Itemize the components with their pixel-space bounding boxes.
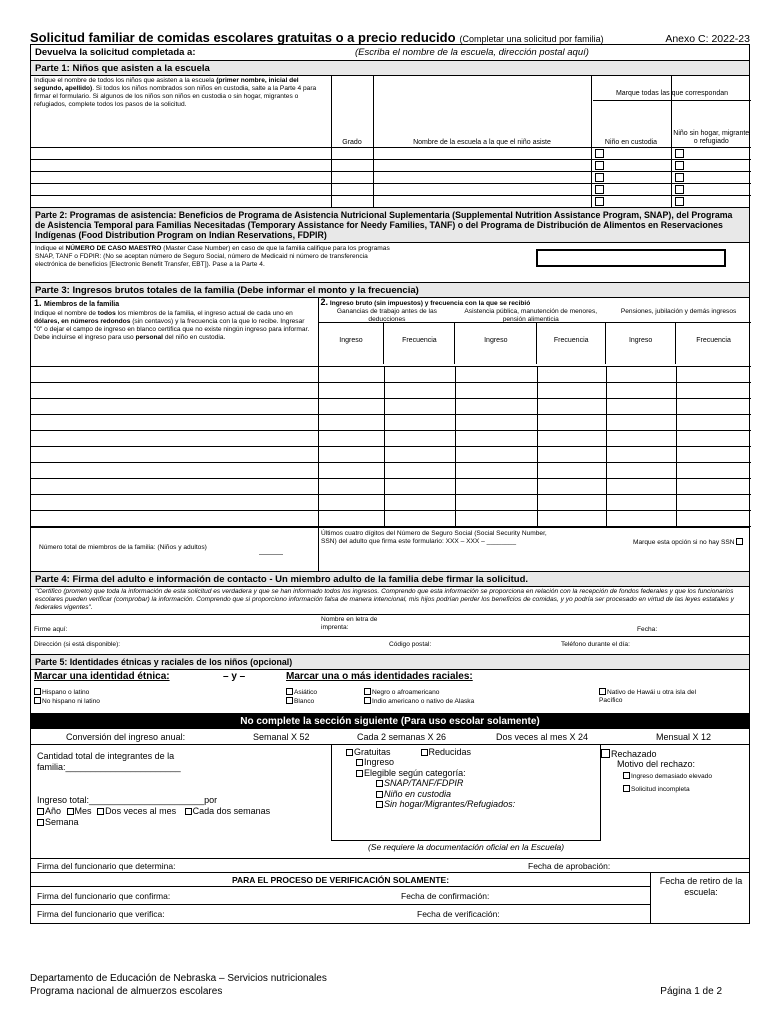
return-label: Devuelva la solicitud completada a: bbox=[35, 47, 196, 58]
ethnic-heading: Marcar una identidad étnica: bbox=[34, 670, 170, 682]
col-frequency: Frecuencia bbox=[384, 323, 455, 364]
address-label: Dirección (si está disponible): bbox=[34, 640, 121, 648]
eligibility-box: Gratuitas Reducidas Ingreso Elegible según categoría: SNAP/TANF/FDPIR Niño en custodia Sin hogar/Migrantes/Refugiados: bbox=[331, 745, 601, 841]
part2-title: Parte 2: Programas de asistencia: Beneficios de Programa de Asistencia Nutricional Suplementaria (Supplemental Nutrition Assistance Program, SNAP), del Programa de Asistencia Temporal para Familias Necesitadas (Temporary Assistance for Needy Families, TANF) o del Programa de Distribución de Alimentos en Reservaciones Indígenas (Food Distribution Program on Indian Reservations, FDPIR) bbox=[31, 208, 749, 243]
col-income: Ingreso bbox=[606, 323, 676, 364]
foster-checkbox[interactable] bbox=[595, 161, 604, 170]
mark-all-label: Marque todas las que correspondan bbox=[593, 90, 751, 101]
option-black[interactable]: Negro o afroamericano bbox=[364, 688, 474, 697]
application-page bbox=[30, 30, 750, 924]
homeless-checkbox[interactable] bbox=[675, 173, 684, 182]
member-row[interactable] bbox=[31, 430, 751, 446]
member-row[interactable] bbox=[31, 382, 751, 398]
child-row[interactable] bbox=[31, 195, 751, 207]
no-ssn-option[interactable]: Marque esta opción si no hay SSN bbox=[633, 538, 745, 547]
homeless-checkbox[interactable] bbox=[675, 161, 684, 170]
sign-label: Firme aquí: bbox=[34, 625, 68, 633]
part1-instructions: Indique el nombre de todos los niños que asisten a la escuela (primer nombre, inicial del segundo, apellido). Si todos los niños nombrados son niños en custodia, salte a la Parte 4 para firmar el formulario. Si algunos de los niños son niños en custodia o sin hogar, migrantes o refugiados, complete todos los pasos de la solicitud. bbox=[31, 76, 331, 147]
contact-row[interactable] bbox=[31, 637, 749, 655]
application-form bbox=[30, 44, 750, 924]
phone-label: Teléfono durante el día: bbox=[561, 640, 630, 648]
col-frequency: Frecuencia bbox=[696, 337, 731, 344]
no-ssn-checkbox[interactable] bbox=[736, 538, 743, 545]
determining-official-row[interactable] bbox=[31, 859, 749, 873]
signature-row[interactable] bbox=[31, 615, 749, 637]
conversion-label: Conversión del ingreso anual: bbox=[66, 731, 186, 742]
homeless-checkbox[interactable] bbox=[675, 149, 684, 158]
homeless-checkbox[interactable] bbox=[675, 197, 684, 206]
denied-box: Rechazado Motivo del rechazo: Ingreso demasiado elevado Solicitud incompleta bbox=[601, 749, 751, 794]
option-non-hispanic[interactable]: No hispano ni latino bbox=[34, 697, 100, 706]
foster-checkbox[interactable] bbox=[595, 149, 604, 158]
part3-col1-instructions: 1. Miembros de la familia Indique el nombre de todos los miembros de la familia, el ingreso actual de cada uno en dólares, en números redondos (sin centavos) y la frecuencia con la que lo recibe. Ingresar "0" o dejar el campo de ingreso en blanco certifica que no existe ningún ingreso para informar. Debe incluirse el ingreso para uso personal del niño en custodia. bbox=[31, 298, 318, 366]
conversion-row bbox=[31, 729, 749, 745]
footer-department: Departamento de Educación de Nebraska – Servicios nutricionales bbox=[30, 973, 327, 984]
total-members-input[interactable] bbox=[259, 554, 283, 555]
col-foster: Niño en custodia bbox=[591, 76, 671, 147]
part2-body bbox=[31, 243, 749, 283]
page-footer bbox=[30, 972, 750, 998]
and-separator: – y – bbox=[223, 670, 246, 682]
certification-text: "Certifico (prometo) que toda la información de esta solicitud es verdadera y que se han informado todos los ingresos. Comprendo que esta información se proporciona en relación con la recepción de fondos federales y que los funcionarios escolares pueden verificar (comprobar) la información. Comprendo que si proporciono información falsa de manera intencional, mis hijos podrían perder los beneficios de comidas, y yo podría ser procesado en virtud de las leyes estatales y federales vigentes". bbox=[31, 587, 749, 615]
biweekly-factor: Cada 2 semanas X 26 bbox=[357, 731, 447, 742]
footer-program: Programa nacional de almuerzos escolares bbox=[30, 986, 223, 997]
member-row[interactable] bbox=[31, 478, 751, 494]
foster-checkbox[interactable] bbox=[595, 173, 604, 182]
part4-title: Parte 4: Firma del adulto e información de contacto - Un miembro adulto de la familia debe firmar la solicitud. bbox=[31, 572, 749, 587]
form-title: Solicitud familiar de comidas escolares gratuitas o a precio reducido bbox=[30, 30, 456, 45]
verification-date-label: Fecha de verificación: bbox=[417, 908, 500, 919]
group-earnings: Ganancias de trabajo antes de las deducciones bbox=[336, 308, 437, 323]
return-hint: (Escriba el nombre de la escuela, dirección postal aquí) bbox=[355, 47, 589, 58]
form-subtitle: (Completar una solicitud por familia) bbox=[459, 34, 604, 44]
child-row[interactable] bbox=[31, 147, 751, 159]
col-frequency: Frecuencia bbox=[537, 323, 606, 364]
official-confirms-label: Firma del funcionario que confirma: bbox=[37, 890, 171, 901]
part3-col2: 2. Ingreso bruto (sin impuestos) y frecuencia con la que se recibió Ganancias de trabajo antes de las deducciones Asistencia pública, manutención de menores, pensión alimenticia Pensiones, jubilación y demás ingresos Ingreso Frecuencia Ingreso Frecuencia Ingreso Frecuencia bbox=[318, 298, 751, 366]
page-number: Página 1 de 2 bbox=[660, 986, 722, 997]
race-options-a bbox=[286, 688, 317, 706]
twice-monthly-factor: Dos veces al mes X 24 bbox=[496, 731, 589, 742]
official-verifies-label: Firma del funcionario que verifica: bbox=[37, 908, 165, 919]
income-period: Ingreso total:_______________________por Año Mes Dos veces al mes Cada dos semanas Semana bbox=[37, 794, 271, 827]
racial-heading: Marcar una o más identidades raciales: bbox=[286, 670, 473, 682]
homeless-checkbox[interactable] bbox=[675, 185, 684, 194]
total-members-school: Cantidad total de integrantes de la familia:_______________________ bbox=[37, 750, 181, 772]
date-label: Fecha: bbox=[637, 625, 658, 633]
verify-row[interactable] bbox=[31, 905, 651, 923]
ethnic-options bbox=[34, 688, 100, 706]
case-number-input[interactable] bbox=[536, 249, 726, 267]
official-determines-label: Firma del funcionario que determina: bbox=[37, 860, 176, 871]
foster-checkbox[interactable] bbox=[595, 185, 604, 194]
col-grade: Grado bbox=[331, 76, 373, 147]
member-row[interactable] bbox=[31, 446, 751, 462]
header bbox=[30, 30, 750, 44]
approval-date-label: Fecha de aprobación: bbox=[528, 860, 611, 871]
part3-table bbox=[31, 298, 749, 528]
determination-area bbox=[31, 745, 749, 859]
group-assistance: Asistencia pública, manutención de menores, pensión alimenticia bbox=[464, 308, 598, 323]
col-school: Nombre de la escuela a la que el niño asiste bbox=[373, 76, 591, 147]
monthly-factor: Mensual X 12 bbox=[656, 731, 712, 742]
option-hispanic[interactable]: Hispano o latino bbox=[34, 688, 100, 697]
part3-title: Parte 3: Ingresos brutos totales de la familia (Debe informar el monto y la frecuencia) bbox=[31, 283, 749, 298]
race-options-b bbox=[364, 688, 474, 706]
total-members-label: Número total de miembros de la familia: (Niños y adultos) bbox=[39, 543, 207, 551]
weekly-factor: Semanal X 52 bbox=[253, 731, 310, 742]
part2-instructions: Indique el NÚMERO DE CASO MAESTRO (Master Case Number) en caso de que la familia califique para los programas SNAP, TANF o FDPIR: (No se aceptan número de Seguro Social, número de Medicaid ni número de transferencia electrónica de beneficios [Electronic Benefit Transfer, EBT]). Pase a la Parte 4. bbox=[35, 245, 390, 268]
part5-body bbox=[31, 670, 749, 714]
col-income: Ingreso bbox=[455, 323, 537, 364]
foster-checkbox[interactable] bbox=[595, 197, 604, 206]
zip-label: Código postal: bbox=[389, 640, 432, 648]
group-pensions: Pensiones, jubilación y demás ingresos bbox=[620, 308, 737, 315]
option-hawaiian[interactable]: Nativo de Hawái u otra isla del Pacífico bbox=[599, 688, 697, 704]
member-row[interactable] bbox=[31, 414, 751, 430]
part1-table bbox=[31, 76, 749, 208]
member-row[interactable] bbox=[31, 462, 751, 478]
member-row[interactable] bbox=[31, 366, 751, 382]
print-name-label: Nombre en letra de imprenta: bbox=[321, 615, 378, 631]
confirmation-date-label: Fecha de confirmación: bbox=[401, 890, 490, 901]
option-native[interactable]: Indio americano o nativo de Alaska bbox=[364, 697, 474, 706]
member-row[interactable] bbox=[31, 510, 751, 526]
member-row[interactable] bbox=[31, 494, 751, 510]
child-row[interactable] bbox=[31, 183, 751, 195]
verification-area bbox=[31, 873, 749, 923]
school-use-banner: No complete la sección siguiente (Para uso escolar solamente) bbox=[31, 714, 749, 729]
return-row[interactable] bbox=[31, 45, 749, 61]
child-row[interactable] bbox=[31, 171, 751, 183]
member-row[interactable] bbox=[31, 398, 751, 414]
confirm-row[interactable] bbox=[31, 887, 651, 905]
ssn-label: Últimos cuatro dígitos del Número de Seguro Social (Social Security Number, SSN) del adulto que firma este formulario: XXX – XXX – ________ bbox=[321, 529, 547, 545]
documentation-note: (Se requiere la documentación oficial en la Escuela) bbox=[367, 841, 565, 852]
totals-row bbox=[31, 528, 749, 572]
child-row[interactable] bbox=[31, 159, 751, 171]
option-asian[interactable]: Asiático bbox=[286, 688, 317, 697]
withdrawal-date-label: Fecha de retiro de la escuela: bbox=[659, 875, 743, 897]
verification-title: PARA EL PROCESO DE VERIFICACIÓN SOLAMENTE: bbox=[31, 873, 651, 887]
option-white[interactable]: Blanco bbox=[286, 697, 317, 706]
part5-title: Parte 5: Identidades étnicas y raciales de los niños (opcional) bbox=[31, 655, 749, 670]
annex-label: Anexo C: 2022-23 bbox=[665, 33, 750, 45]
col-income: Ingreso bbox=[319, 323, 385, 364]
part1-title: Parte 1: Niños que asisten a la escuela bbox=[31, 61, 749, 76]
col-homeless: Niño sin hogar, migrante o refugiado bbox=[671, 76, 751, 147]
